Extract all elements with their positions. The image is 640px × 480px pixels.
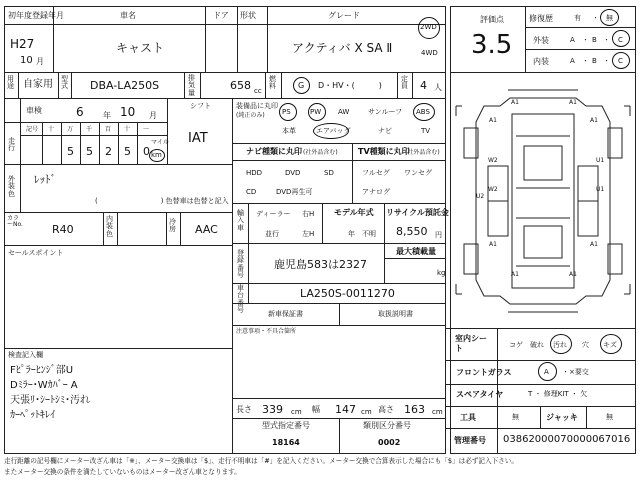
month-unit: 月 (36, 57, 44, 66)
seat-burn: コゲ (509, 341, 523, 349)
tv-type-label: TV種類に丸印 (358, 147, 410, 156)
mileage-digit: 5 (86, 145, 93, 158)
type-designation-label: 型式指定番号 (262, 421, 310, 430)
repair-history-label: 修復歴 (529, 14, 553, 23)
digit-header: 万 (67, 126, 74, 133)
int-grade-c: C (618, 57, 623, 65)
fuel-label: 燃料 (269, 75, 276, 91)
inspector-note: Dﾐﾗｰ･Wｶﾊﾞｰ A (10, 380, 78, 391)
damage-mark: A1 (511, 271, 519, 278)
equip-ps: PS (282, 108, 291, 116)
spare-tire-label: スペアタイヤ (456, 390, 504, 399)
repaint-note: ( ) 色替車は色替と記入 (95, 197, 229, 205)
usage-value: 自家用 (23, 79, 53, 90)
interior-grade-label: 内装 (533, 57, 549, 66)
int-grade-b: B (592, 57, 597, 65)
damage-mark: U2 (476, 193, 485, 200)
ac-value: AAC (195, 223, 218, 236)
damage-mark: A1 (569, 271, 577, 278)
score-label: 評価点 (480, 15, 504, 24)
inspector-note: Fﾋﾟﾗｰﾋﾝｼﾞ部U (10, 365, 74, 376)
plate-value: 鹿児島583は2327 (274, 258, 367, 271)
displacement-value: 658 (230, 79, 251, 92)
color-no: R40 (52, 223, 74, 236)
digit-header: 記号 (26, 126, 39, 133)
score-value: 3.5 (471, 30, 513, 60)
exterior-color: ﾚｯﾄﾞ (34, 173, 56, 186)
spare-tire-options: T ・ 修理KIT ・ 欠 (528, 390, 588, 398)
inspection-month: 10 (120, 105, 136, 119)
int-sep: ・ (603, 57, 610, 65)
recycle-label: リサイクル預託金 (386, 208, 449, 217)
tv-fullseg: フルセグ (362, 169, 390, 177)
inspector-note: 天張ﾘ･ｼｰﾄｼﾐ･汚れ (10, 395, 90, 406)
chassis-label: 車台番号 (237, 284, 244, 315)
shift-value: IAT (188, 131, 208, 146)
capacity-unit: 人 (434, 83, 442, 92)
first-reg-label: 初年度登録年月 (8, 11, 64, 20)
displacement-label: 排気量 (188, 74, 195, 97)
windshield-a: A (544, 368, 549, 376)
shape-label: 形状 (240, 11, 256, 20)
equip-sunroof: サンルーフ (368, 108, 403, 116)
sales-point-label: セールスポイント (8, 249, 64, 257)
exterior-color-label: 外装色 (8, 175, 15, 198)
footer-note-2: またメーター交換の条件を満たしていないものはメーター改ざん車となります。 (4, 468, 241, 476)
tv-analog: アナログ (362, 188, 390, 196)
windshield-options: ・×要交 (562, 368, 589, 376)
ext-grade-c: C (618, 36, 623, 44)
car-name: キャスト (116, 41, 165, 55)
ext-grade-a: A (570, 36, 575, 44)
inspection-label: 車検 (26, 106, 42, 115)
type-designation: 18164 (272, 438, 300, 447)
kg-unit: kg (437, 269, 446, 277)
equip-navi: ナビ (378, 127, 392, 135)
exterior-grade-label: 外装 (533, 36, 549, 45)
mileage-digit: 5 (67, 145, 74, 158)
equip-tv: TV (421, 127, 431, 135)
equip-airbag: エアバッグ (316, 127, 351, 135)
damage-mark: A1 (489, 241, 497, 248)
drive-4wd: 4WD (421, 49, 438, 57)
shift-label: シフト (190, 102, 211, 110)
damage-mark: A1 (569, 99, 577, 106)
fuel-g: G (298, 81, 305, 90)
damage-mark: A1 (590, 117, 598, 124)
notes-label: 注意事項・不具合箇所 (236, 328, 297, 335)
navi-type-sub: (社外品含む) (303, 149, 338, 156)
usage-label: 用途 (7, 75, 14, 91)
jack-label: ジャッキ (546, 413, 578, 422)
chassis-value: LA250S-0011270 (300, 287, 395, 300)
seat-scratch: キズ (603, 341, 617, 349)
int-sep: ・ (582, 57, 589, 65)
tools-label: 工具 (460, 413, 476, 422)
damage-mark: W2 (488, 186, 498, 193)
manual-label: 取扱説明書 (378, 310, 413, 318)
yen-unit: 円 (435, 231, 442, 239)
ext-sep: ・ (582, 36, 589, 44)
tv-oneseg: ワンセグ (404, 169, 432, 177)
grade-value: アクティバ X SA Ⅱ (292, 41, 393, 55)
seat-tear: 破れ (530, 341, 544, 349)
model-year-value: 年 不明 (348, 230, 376, 238)
damage-mark: A1 (511, 99, 519, 106)
fuel-options: D・HV・( ) (318, 81, 382, 90)
damage-mark: A1 (590, 241, 598, 248)
windshield-label: フロントガラス (456, 368, 512, 377)
navi-cd: CD (246, 188, 257, 196)
equipment-sub: (純正のみ) (236, 112, 265, 119)
navi-sd: SD (324, 169, 334, 177)
door-label: ドア (213, 11, 229, 20)
digit-header: 千 (86, 126, 93, 133)
mileage-digit: 2 (105, 145, 112, 158)
repair-yes: 有 (574, 14, 581, 22)
interior-seat-label: 室内シート (455, 334, 487, 354)
navi-dvd-play: DVD再生可 (276, 188, 313, 196)
category-value: 0002 (378, 438, 401, 447)
equip-leather: 本革 (282, 127, 296, 135)
height-unit: cm (432, 408, 443, 416)
damage-mark: W2 (488, 157, 498, 164)
ext-sep: ・ (603, 36, 610, 44)
footer-note-1: 走行距離の記号欄にメーター改ざん車は「※」、メーター交換車は「$」、走行不明車は「#」を記入ください。メーター交換で合算表示した場合にも「$」は必ず記入下さい。 (4, 457, 518, 465)
width-unit: cm (361, 408, 372, 416)
first-reg-year: H27 (10, 37, 35, 51)
mileage-digit: 0 (143, 145, 150, 158)
length-value: 339 (262, 403, 283, 416)
import-label: 輸入車 (237, 209, 244, 232)
management-label: 管理番号 (454, 436, 486, 445)
length-label: 長さ (236, 405, 252, 414)
seat-hole: 穴 (582, 341, 589, 349)
grade-label: グレード (328, 11, 360, 20)
inspection-year: 6 (76, 105, 84, 119)
ac-label: 冷房 (169, 218, 176, 234)
height-label: 高さ (378, 405, 394, 414)
drive-2wd: 2WD (420, 23, 437, 31)
navi-dvd: DVD (285, 169, 301, 177)
digit-header: 一 (143, 126, 150, 133)
year-unit: 年 (103, 111, 111, 120)
repair-sep: ・ (592, 14, 599, 22)
import-left-h: 左H (302, 230, 315, 238)
import-parallel: 並行 (265, 230, 279, 238)
tv-type-sub: (社外品含む) (405, 149, 440, 156)
equipment-label: 装備品に丸印 (236, 102, 278, 110)
damage-mark: U1 (596, 186, 605, 193)
inspector-note: ｶｰﾍﾟｯﾄｷﾚｲ (10, 410, 55, 421)
inspector-label: 検査記入欄 (8, 351, 43, 359)
mileage-label: 走行 (8, 137, 15, 153)
import-dealer: ディーラー (256, 210, 291, 218)
seat-stain: 汚れ (553, 341, 567, 349)
warranty-label: 新車保証書 (268, 310, 303, 318)
capacity-value: 4 (420, 79, 427, 92)
car-name-label: 車名 (120, 11, 136, 20)
mile-unit: マイル (151, 139, 169, 146)
interior-color-label: 内装色 (106, 215, 113, 238)
equip-aw: AW (338, 108, 350, 116)
model-value: DBA-LA250S (90, 79, 160, 92)
model-year-label: モデル年式 (334, 208, 374, 217)
category-label: 類別区分番号 (363, 421, 411, 430)
import-right-h: 右H (302, 210, 315, 218)
height-value: 163 (404, 403, 425, 416)
ext-grade-b: B (592, 36, 597, 44)
width-value: 147 (335, 403, 356, 416)
length-unit: cm (291, 408, 302, 416)
navi-hdd: HDD (246, 169, 263, 177)
damage-mark: A1 (489, 117, 497, 124)
max-load-label: 最大積載量 (396, 247, 436, 256)
model-label: 型式 (61, 75, 68, 91)
navi-type-label: ナビ種類に丸印 (246, 147, 302, 156)
first-reg-month: 10 (20, 55, 33, 66)
mileage-digit: 5 (124, 145, 131, 158)
equip-abs: ABS (416, 108, 430, 116)
management-number: 03862000070000067016 (503, 434, 631, 445)
damage-mark: U1 (596, 157, 605, 164)
car-damage-diagram (452, 76, 634, 326)
repair-no: 無 (606, 14, 613, 22)
inspection-month-unit: 月 (149, 111, 157, 120)
int-grade-a: A (570, 57, 575, 65)
capacity-label: 定員 (401, 75, 408, 91)
color-no-label: カラーNo. (7, 215, 23, 229)
km-unit: km (151, 151, 162, 159)
digit-header: 百 (105, 126, 112, 133)
digit-header: 十 (124, 126, 131, 133)
width-label: 幅 (312, 405, 320, 414)
digit-header: 十 (48, 126, 55, 133)
cc-unit: cc (254, 87, 262, 95)
plate-label: 登録番号 (237, 249, 244, 280)
jack-value: 無 (606, 413, 613, 421)
equip-pw: PW (310, 108, 322, 116)
recycle-value: 8,550 (396, 225, 428, 238)
tools-value: 無 (512, 413, 519, 421)
